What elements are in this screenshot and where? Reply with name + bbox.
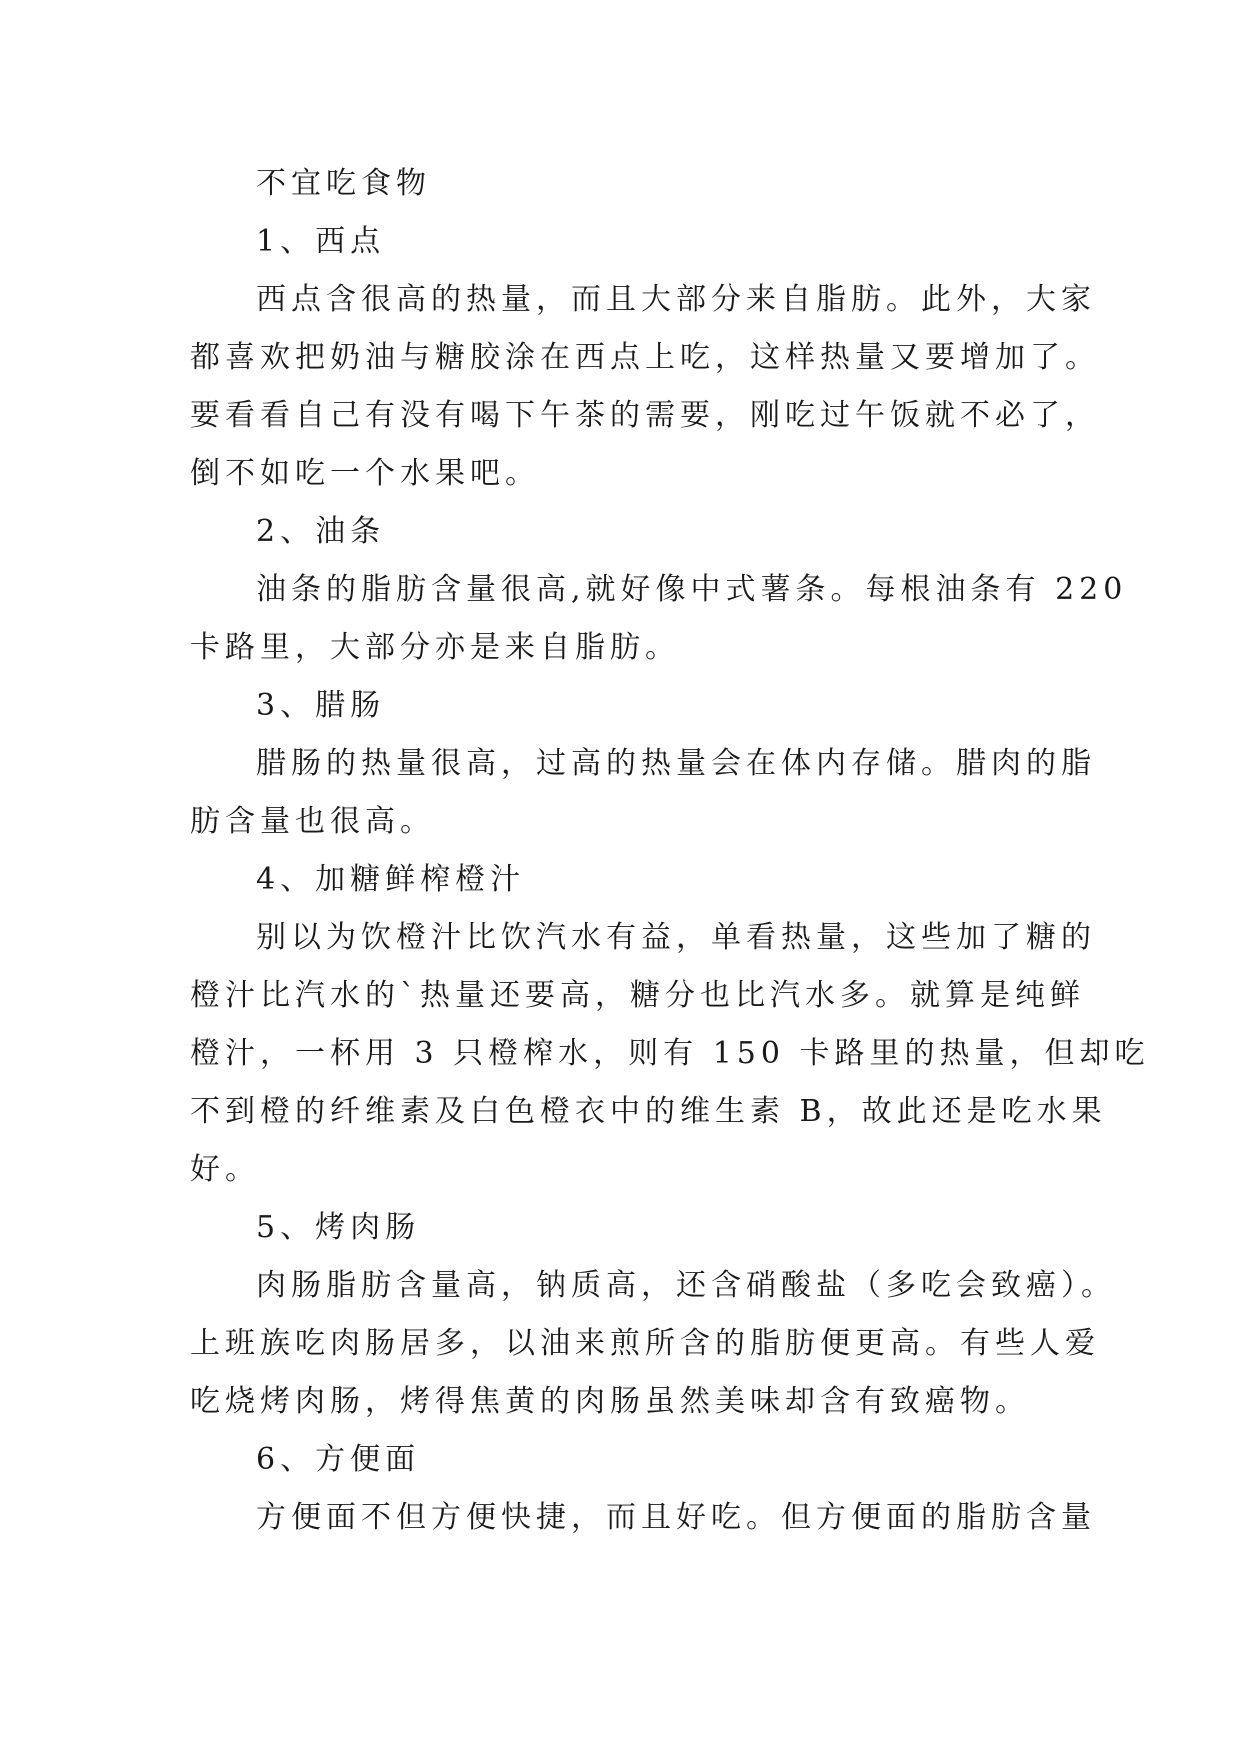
item-heading-orange-juice: 4、加糖鲜榨橙汁 [256, 862, 526, 897]
paragraph-line: 上班族吃肉肠居多，以油来煎所含的脂肪便更高。有些人爱 [190, 1326, 1100, 1361]
paragraph-line: 都喜欢把奶油与糖胶涂在西点上吃，这样热量又要增加了。 [190, 340, 1100, 375]
paragraph-line: 油条的脂肪含量很高,就好像中式薯条。每根油条有 220 [256, 572, 1128, 607]
document-body [190, 155, 1150, 1547]
item-heading-sausage: 5、烤肉肠 [256, 1210, 421, 1245]
paragraph-line: 不到橙的纤维素及白色橙衣中的维生素 B，故此还是吃水果 [190, 1094, 1107, 1129]
paragraph-line: 吃烧烤肉肠，烤得焦黄的肉肠虽然美味却含有致癌物。 [190, 1384, 1030, 1419]
item-heading-lachang: 3、腊肠 [256, 688, 386, 723]
item-heading-xidian: 1、西点 [256, 224, 386, 259]
paragraph-line: 肪含量也很高。 [190, 804, 435, 839]
paragraph-line: 倒不如吃一个水果吧。 [190, 456, 540, 491]
item-heading-youtiao: 2、油条 [256, 514, 386, 549]
item-heading-instant-noodles: 6、方便面 [256, 1442, 421, 1477]
paragraph-line: 别以为饮橙汁比饮汽水有益，单看热量，这些加了糖的 [256, 920, 1096, 955]
paragraph-line: 好。 [190, 1152, 260, 1187]
paragraph-line: 卡路里，大部分亦是来自脂肪。 [190, 630, 680, 665]
paragraph-line: 橙汁比汽水的`热量还要高，糖分也比汽水多。就算是纯鲜 [190, 978, 1085, 1013]
paragraph-line: 西点含很高的热量，而且大部分来自脂肪。此外，大家 [256, 282, 1096, 317]
paragraph-line: 腊肠的热量很高，过高的热量会在体内存储。腊肉的脂 [256, 746, 1096, 781]
paragraph-line: 肉肠脂肪含量高，钠质高，还含硝酸盐（多吃会致癌）。 [256, 1268, 1116, 1303]
paragraph-line: 要看看自己有没有喝下午茶的需要，刚吃过午饭就不必了， [190, 398, 1100, 433]
paragraph-line: 方便面不但方便快捷，而且好吃。但方便面的脂肪含量 [256, 1500, 1096, 1535]
section-heading: 不宜吃食物 [256, 166, 431, 201]
paragraph-line: 橙汁，一杯用 3 只橙榨水，则有 150 卡路里的热量，但却吃 [190, 1036, 1150, 1071]
